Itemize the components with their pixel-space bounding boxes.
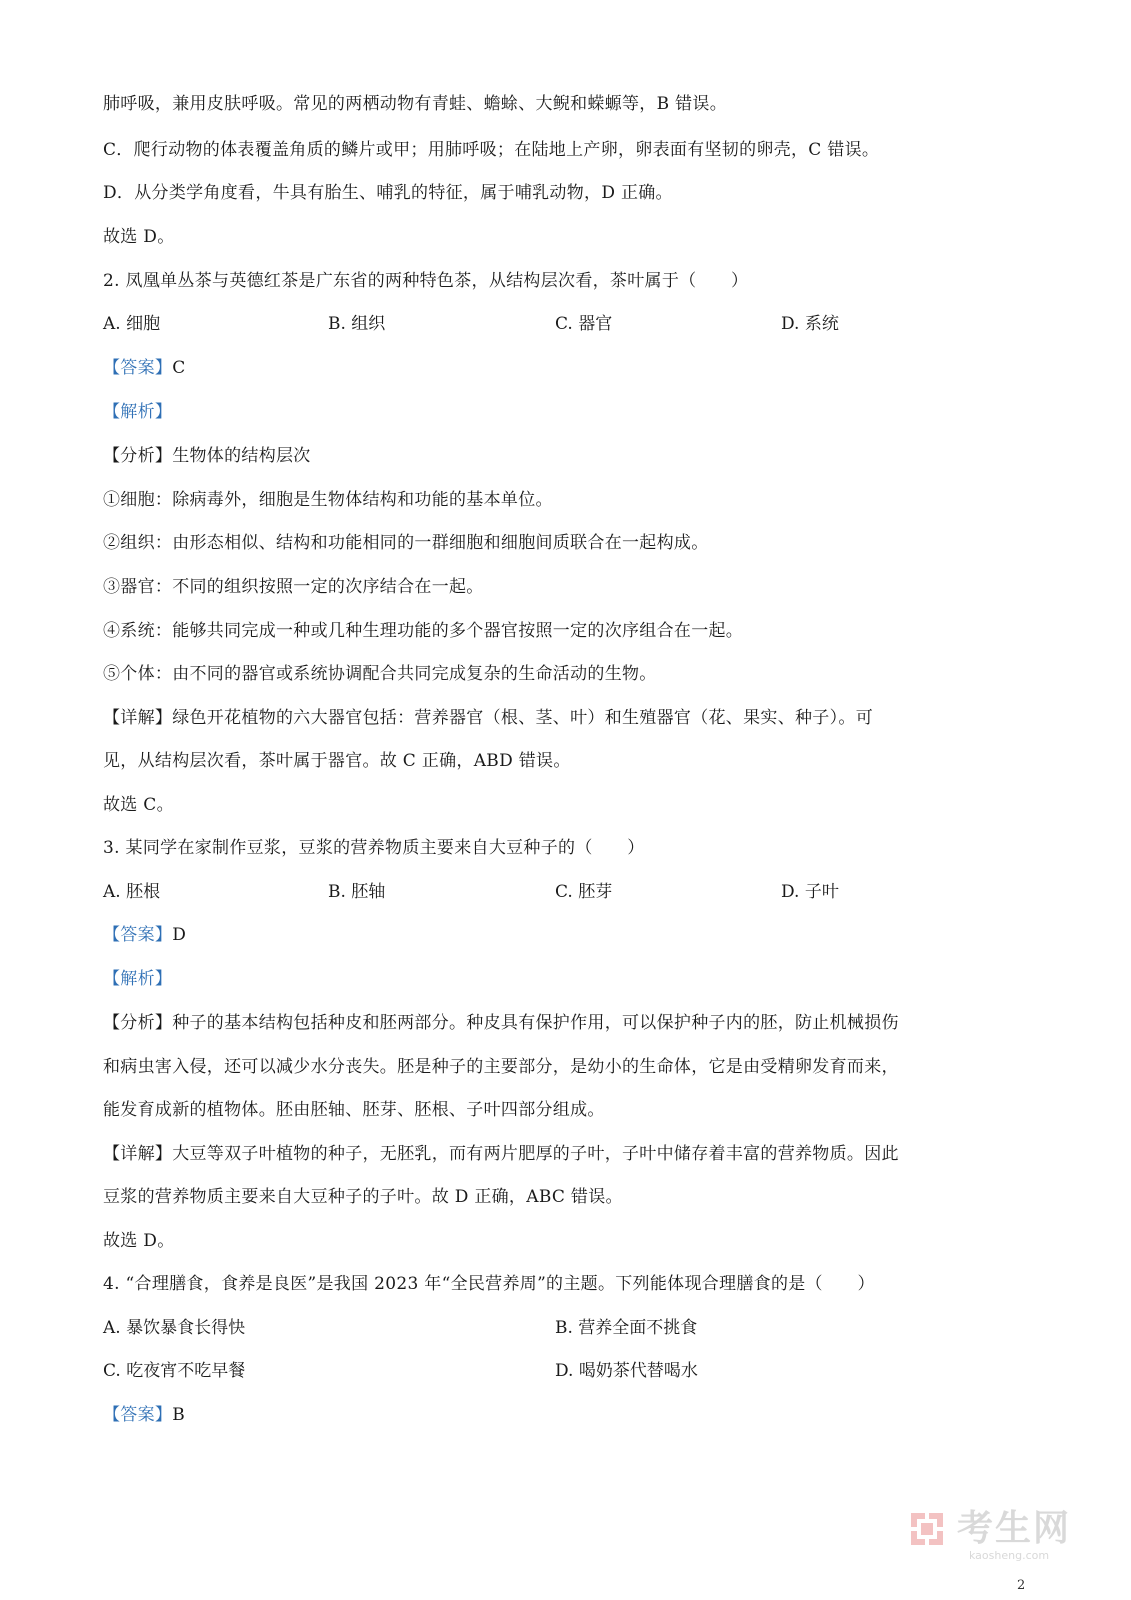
- q2-answer: [103, 356, 1033, 380]
- q3-xiangjie: [103, 1142, 1033, 1166]
- q3-conclusion: 故选 D。: [103, 1231, 175, 1251]
- q3-option-a: A. 胚根: [103, 882, 161, 902]
- q2-analysis-heading: [103, 400, 1033, 424]
- q2-point-5: ⑤个体：由不同的器官或系统协调配合共同完成复杂的生命活动的生物。: [103, 664, 657, 684]
- answer-value: B: [172, 1405, 185, 1425]
- text-line: C．爬行动物的体表覆盖角质的鳞片或甲；用肺呼吸；在陆地上产卵，卵表面有坚韧的卵壳，C 错误。: [103, 140, 880, 160]
- answer-value: D: [172, 925, 187, 945]
- q3-option-b: B. 胚轴: [328, 882, 386, 902]
- text-line: D．从分类学角度看，牛具有胎生、哺乳的特征，属于哺乳动物，D 正确。: [103, 183, 673, 203]
- q2-xiangjie: [103, 706, 1033, 730]
- q2-option-b: B. 组织: [328, 314, 386, 334]
- answer-value: C: [172, 358, 186, 378]
- answer-tag: 【答案】: [103, 925, 173, 945]
- q2-option-d: D. 系统: [781, 314, 839, 334]
- q3-option-d: D. 子叶: [781, 882, 839, 902]
- q3-xiangjie-cont: 豆浆的营养物质主要来自大豆种子的子叶。故 D 正确，ABC 错误。: [103, 1187, 623, 1207]
- answer-tag: 【答案】: [103, 358, 173, 378]
- fenxi-text: 生物体的结构层次: [172, 446, 311, 466]
- fenxi-tag: 【分析】: [103, 446, 173, 466]
- q2-conclusion: 故选 C。: [103, 795, 174, 815]
- q3-option-c: C. 胚芽: [555, 882, 613, 902]
- page-number: 2: [1017, 1578, 1026, 1593]
- q4-option-d: D. 喝奶茶代替喝水: [555, 1361, 698, 1381]
- q2-fenxi: [103, 444, 1033, 468]
- xiangjie-tag: 【详解】: [103, 708, 173, 728]
- xiangjie-text: 绿色开花植物的六大器官包括：营养器官（根、茎、叶）和生殖器官（花、果实、种子）。可: [172, 708, 874, 728]
- watermark-subtext: kaosheng.com: [969, 1549, 1050, 1562]
- text-line: 故选 D。: [103, 227, 175, 247]
- q4-option-a: A. 暴饮暴食长得快: [103, 1318, 246, 1338]
- q3-fenxi-cont: 能发育成新的植物体。胚由胚轴、胚芽、胚根、子叶四部分组成。: [103, 1100, 605, 1120]
- q2-xiangjie-cont: 见，从结构层次看，茶叶属于器官。故 C 正确，ABD 错误。: [103, 751, 571, 771]
- fenxi-text: 种子的基本结构包括种皮和胚两部分。种皮具有保护作用，可以保护种子内的胚，防止机械损伤: [172, 1013, 899, 1033]
- xiangjie-text: 大豆等双子叶植物的种子，无胚乳，而有两片肥厚的子叶，子叶中储存着丰富的营养物质。因此: [172, 1144, 899, 1164]
- q3-answer: [103, 923, 1033, 947]
- q3-analysis-heading: [103, 967, 1033, 991]
- q2-option-c: C. 器官: [555, 314, 613, 334]
- q2-point-3: ③器官：不同的组织按照一定的次序结合在一起。: [103, 577, 484, 597]
- fenxi-tag: 【分析】: [103, 1013, 173, 1033]
- watermark-logo-icon: [909, 1509, 951, 1551]
- q4-option-b: B. 营养全面不挑食: [555, 1318, 698, 1338]
- question-3-stem: 3. 某同学在家制作豆浆，豆浆的营养物质主要来自大豆种子的（ ）: [103, 838, 645, 858]
- q2-point-1: ①细胞：除病毒外，细胞是生物体结构和功能的基本单位。: [103, 490, 553, 510]
- q4-answer: [103, 1403, 1033, 1427]
- answer-tag: 【答案】: [103, 1405, 173, 1425]
- analysis-tag: 【解析】: [103, 402, 173, 422]
- text-line: 肺呼吸，兼用皮肤呼吸。常见的两栖动物有青蛙、蟾蜍、大鲵和蝾螈等，B 错误。: [103, 94, 727, 114]
- q2-option-a: A. 细胞: [103, 314, 161, 334]
- watermark: [909, 1507, 1079, 1565]
- q4-option-c: C. 吃夜宵不吃早餐: [103, 1361, 246, 1381]
- q3-fenxi-cont: 和病虫害入侵，还可以减少水分丧失。胚是种子的主要部分，是幼小的生命体，它是由受精卵发育而来，: [103, 1057, 899, 1077]
- analysis-tag: 【解析】: [103, 969, 173, 989]
- q2-point-2: ②组织：由形态相似、结构和功能相同的一群细胞和细胞间质联合在一起构成。: [103, 533, 709, 553]
- xiangjie-tag: 【详解】: [103, 1144, 173, 1164]
- q2-point-4: ④系统：能够共同完成一种或几种生理功能的多个器官按照一定的次序组合在一起。: [103, 621, 744, 641]
- question-4-stem: 4. “合理膳食，食养是良医”是我国 2023 年“全民营养周”的主题。下列能体现合理膳食的是（ ）: [103, 1274, 875, 1294]
- watermark-text: 考生网: [957, 1508, 1072, 1549]
- question-2-stem: 2. 凤凰单丛茶与英德红茶是广东省的两种特色茶，从结构层次看，茶叶属于（ ）: [103, 271, 749, 291]
- q3-fenxi: [103, 1011, 1033, 1035]
